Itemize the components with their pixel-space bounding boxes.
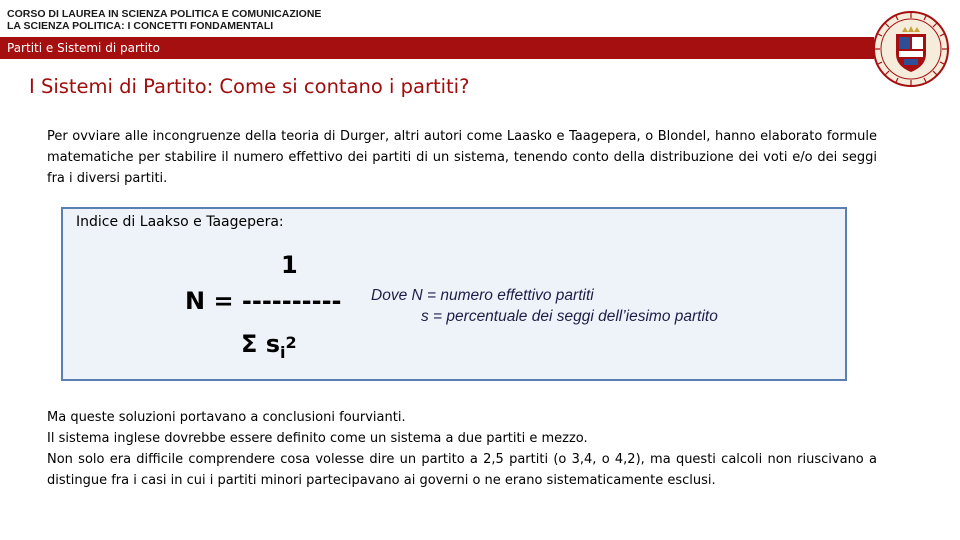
formula-subscript: i [280, 343, 286, 362]
conclusion-line: Non solo era difficile comprendere cosa volesse dire un partito a 2,5 partiti (o 3,4, o 4,2), ma questi calcoli non riuscivano a distingue fra i casi in cui i partiti minori partecipavano ai governi o ne erano sistematicamente esclusi. [47, 452, 877, 488]
section-banner [0, 37, 874, 59]
formula-denominator [241, 329, 297, 362]
formula-label: Indice di Laakso e Taagepera: [76, 214, 284, 230]
section-banner-label: Partiti e Sistemi di partito [7, 41, 160, 55]
formula-exponent: 2 [285, 333, 297, 352]
formula-box [61, 207, 847, 381]
course-name: CORSO DI LAUREA IN SCIENZA POLITICA E COMUNICAZIONE [7, 8, 322, 20]
course-subject: LA SCIENZA POLITICA: I CONCETTI FONDAMENTALI [7, 20, 274, 32]
formula-numerator: 1 [281, 251, 298, 279]
intro-paragraph: Per ovviare alle incongruenze della teoria di Durger, altri autori come Laasko e Taagepera, o Blondel, hanno elaborato formule matematiche per stabilire il numero effettivo dei partiti di un sistema, tenendo conto della distribuzione dei voti e/o dei seggi fra i diversi partiti. [47, 129, 877, 186]
conclusion-line: Ma queste soluzioni portavano a conclusioni fourvianti. [47, 410, 406, 425]
conclusion-paragraph [47, 407, 877, 491]
formula-sum-symbol: Σ s [241, 330, 281, 358]
conclusion-line: Il sistema inglese dovrebbe essere definito come un sistema a due partiti e mezzo. [47, 431, 588, 446]
university-seal-icon [872, 10, 950, 88]
formula-fraction-line: N = ---------- [185, 287, 342, 315]
definition-n: Dove N = numero effettivo partiti [371, 287, 594, 304]
definition-s: s = percentuale dei seggi dell’iesimo partito [421, 308, 718, 325]
slide-title: I Sistemi di Partito: Come si contano i partiti? [29, 75, 470, 98]
course-header [7, 8, 321, 32]
